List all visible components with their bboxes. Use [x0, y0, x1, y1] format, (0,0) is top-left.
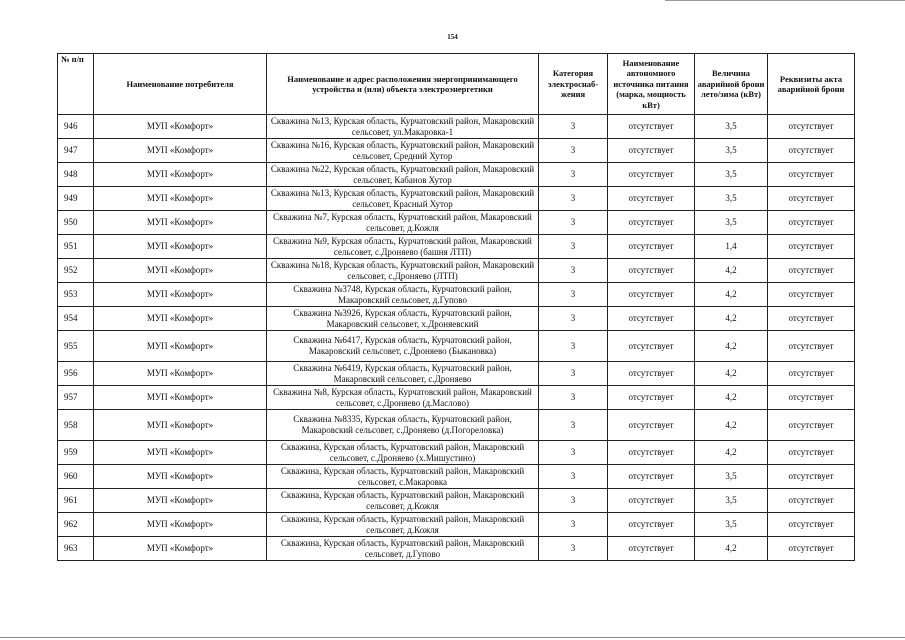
cell-number: 946: [58, 115, 94, 139]
cell-consumer: МУП «Комфорт»: [94, 441, 267, 465]
cell-category: 3: [539, 537, 608, 561]
cell-category: 3: [539, 489, 608, 513]
cell-act: отсутствует: [768, 307, 855, 331]
cell-consumer: МУП «Комфорт»: [94, 259, 267, 283]
cell-address: Скважина №3926, Курская область, Курчатовский район, Макаровский сельсовет, х.Дроняевский: [267, 307, 539, 331]
table-row: [58, 115, 855, 139]
cell-consumer: МУП «Комфорт»: [94, 283, 267, 307]
cell-consumer: МУП «Комфорт»: [94, 187, 267, 211]
page-number: 154: [447, 33, 458, 41]
table-row: [58, 211, 855, 235]
cell-number: 960: [58, 465, 94, 489]
top-edge-rule: [665, 0, 905, 1]
cell-number: 961: [58, 489, 94, 513]
cell-power-source: отсутствует: [608, 362, 695, 386]
cell-reserve: 3,5: [695, 513, 768, 537]
cell-reserve: 4,2: [695, 307, 768, 331]
cell-act: отсутствует: [768, 362, 855, 386]
cell-number: 955: [58, 331, 94, 362]
cell-power-source: отсутствует: [608, 465, 695, 489]
cell-category: 3: [539, 307, 608, 331]
cell-address: Скважина №9, Курская область, Курчатовский район, Макаровский сельсовет, с.Дроняево (башня ЛТП): [267, 235, 539, 259]
cell-address: Скважина №7, Курская область, Курчатовский район, Макаровский сельсовет, д.Кожля: [267, 211, 539, 235]
cell-reserve: 3,5: [695, 139, 768, 163]
cell-act: отсутствует: [768, 465, 855, 489]
cell-act: отсутствует: [768, 441, 855, 465]
cell-address: Скважина №18, Курская область, Курчатовский район, Макаровский сельсовет, с.Дроняево (ЛТП): [267, 259, 539, 283]
cell-act: отсутствует: [768, 513, 855, 537]
cell-consumer: МУП «Комфорт»: [94, 362, 267, 386]
table-header-row: [58, 54, 855, 115]
table-row: [58, 187, 855, 211]
cell-category: 3: [539, 283, 608, 307]
cell-address: Скважина, Курская область, Курчатовский район, Макаровский сельсовет, д.Гупово: [267, 537, 539, 561]
cell-act: отсутствует: [768, 187, 855, 211]
cell-reserve: 4,2: [695, 410, 768, 441]
cell-consumer: МУП «Комфорт»: [94, 331, 267, 362]
cell-address: Скважина, Курская область, Курчатовский район, Макаровский сельсовет, с.Дроняево (х.Мишустино): [267, 441, 539, 465]
cell-number: 948: [58, 163, 94, 187]
cell-number: 956: [58, 362, 94, 386]
cell-category: 3: [539, 115, 608, 139]
cell-number: 958: [58, 410, 94, 441]
cell-category: 3: [539, 187, 608, 211]
cell-act: отсутствует: [768, 163, 855, 187]
table-row: [58, 283, 855, 307]
cell-address: Скважина №3748, Курская область, Курчатовский район, Макаровский сельсовет, д.Гупово: [267, 283, 539, 307]
cell-power-source: отсутствует: [608, 211, 695, 235]
cell-power-source: отсутствует: [608, 307, 695, 331]
cell-power-source: отсутствует: [608, 139, 695, 163]
table-row: [58, 386, 855, 410]
cell-power-source: отсутствует: [608, 513, 695, 537]
cell-power-source: отсутствует: [608, 187, 695, 211]
cell-act: отсутствует: [768, 139, 855, 163]
cell-act: отсутствует: [768, 283, 855, 307]
cell-act: отсутствует: [768, 259, 855, 283]
table-row: [58, 259, 855, 283]
cell-category: 3: [539, 163, 608, 187]
cell-category: 3: [539, 211, 608, 235]
header-act: Реквизиты акта аварийной брони: [768, 54, 855, 115]
cell-reserve: 3,5: [695, 163, 768, 187]
cell-category: 3: [539, 331, 608, 362]
cell-number: 953: [58, 283, 94, 307]
cell-address: Скважина, Курская область, Курчатовский район, Макаровский сельсовет, д.Кожля: [267, 513, 539, 537]
header-power-source: Наименование автономного источника питания (марка, мощность кВт): [608, 54, 695, 115]
cell-power-source: отсутствует: [608, 489, 695, 513]
bottom-edge-rule: [0, 637, 905, 638]
table-row: [58, 362, 855, 386]
cell-number: 959: [58, 441, 94, 465]
table-row: [58, 537, 855, 561]
cell-power-source: отсутствует: [608, 259, 695, 283]
table-row: [58, 139, 855, 163]
reserve-table: [57, 53, 855, 561]
cell-reserve: 3,5: [695, 115, 768, 139]
cell-category: 3: [539, 513, 608, 537]
cell-address: Скважина №6417, Курская область, Курчатовский район, Макаровский сельсовет, с.Дроняево (Быкановка): [267, 331, 539, 362]
cell-address: Скважина №13, Курская область, Курчатовский район, Макаровский сельсовет, ул.Макаровка-1: [267, 115, 539, 139]
cell-act: отсутствует: [768, 331, 855, 362]
cell-reserve: 3,5: [695, 211, 768, 235]
cell-address: Скважина №13, Курская область, Курчатовский район, Макаровский сельсовет, Красный Хутор: [267, 187, 539, 211]
table-row: [58, 307, 855, 331]
cell-reserve: 4,2: [695, 259, 768, 283]
cell-reserve: 1,4: [695, 235, 768, 259]
table-row: [58, 235, 855, 259]
cell-consumer: МУП «Комфорт»: [94, 211, 267, 235]
cell-category: 3: [539, 139, 608, 163]
cell-reserve: 4,2: [695, 441, 768, 465]
cell-power-source: отсутствует: [608, 331, 695, 362]
cell-number: 963: [58, 537, 94, 561]
header-address: Наименование и адрес расположения энергопринимающего устройства и (или) объекта электроэнергетики: [267, 54, 539, 115]
table-row: [58, 465, 855, 489]
cell-act: отсутствует: [768, 489, 855, 513]
cell-power-source: отсутствует: [608, 115, 695, 139]
cell-power-source: отсутствует: [608, 386, 695, 410]
table-row: [58, 441, 855, 465]
cell-power-source: отсутствует: [608, 537, 695, 561]
cell-consumer: МУП «Комфорт»: [94, 307, 267, 331]
table-row: [58, 331, 855, 362]
cell-address: Скважина №16, Курская область, Курчатовский район, Макаровский сельсовет, Средний Хутор: [267, 139, 539, 163]
cell-act: отсутствует: [768, 537, 855, 561]
cell-category: 3: [539, 362, 608, 386]
cell-number: 952: [58, 259, 94, 283]
cell-reserve: 3,5: [695, 187, 768, 211]
cell-address: Скважина, Курская область, Курчатовский район, Макаровский сельсовет, с.Макаровка: [267, 465, 539, 489]
cell-consumer: МУП «Комфорт»: [94, 235, 267, 259]
table-row: [58, 513, 855, 537]
cell-address: Скважина №8335, Курская область, Курчатовский район, Макаровский сельсовет, с.Дроняево (д.Погореловка): [267, 410, 539, 441]
cell-address: Скважина №22, Курская область, Курчатовский район, Макаровский сельсовет, Кабанов Хутор: [267, 163, 539, 187]
cell-number: 951: [58, 235, 94, 259]
cell-consumer: МУП «Комфорт»: [94, 163, 267, 187]
cell-reserve: 3,5: [695, 465, 768, 489]
cell-number: 949: [58, 187, 94, 211]
cell-consumer: МУП «Комфорт»: [94, 465, 267, 489]
cell-power-source: отсутствует: [608, 235, 695, 259]
cell-number: 962: [58, 513, 94, 537]
cell-category: 3: [539, 465, 608, 489]
cell-power-source: отсутствует: [608, 441, 695, 465]
table-row: [58, 410, 855, 441]
cell-power-source: отсутствует: [608, 283, 695, 307]
cell-category: 3: [539, 386, 608, 410]
cell-consumer: МУП «Комфорт»: [94, 410, 267, 441]
cell-category: 3: [539, 410, 608, 441]
cell-act: отсутствует: [768, 235, 855, 259]
cell-consumer: МУП «Комфорт»: [94, 115, 267, 139]
header-category: Категория электроснаб-жения: [539, 54, 608, 115]
cell-address: Скважина №8, Курская область, Курчатовский район, Макаровский сельсовет, с.Дроняево (д.Маслово): [267, 386, 539, 410]
cell-power-source: отсутствует: [608, 410, 695, 441]
cell-reserve: 4,2: [695, 537, 768, 561]
cell-address: Скважина, Курская область, Курчатовский район, Макаровский сельсовет, д.Кожля: [267, 489, 539, 513]
cell-power-source: отсутствует: [608, 163, 695, 187]
cell-act: отсутствует: [768, 115, 855, 139]
cell-category: 3: [539, 235, 608, 259]
cell-reserve: 4,2: [695, 386, 768, 410]
cell-consumer: МУП «Комфорт»: [94, 386, 267, 410]
cell-reserve: 4,2: [695, 331, 768, 362]
table-row: [58, 163, 855, 187]
cell-consumer: МУП «Комфорт»: [94, 489, 267, 513]
cell-act: отсутствует: [768, 386, 855, 410]
header-number: № п/п: [58, 54, 94, 115]
cell-number: 947: [58, 139, 94, 163]
cell-number: 957: [58, 386, 94, 410]
cell-act: отсутствует: [768, 211, 855, 235]
header-reserve: Величина аварийной брони лето/зима (кВт): [695, 54, 768, 115]
cell-address: Скважина №6419, Курская область, Курчатовский район, Макаровский сельсовет, с.Дроняево: [267, 362, 539, 386]
cell-number: 950: [58, 211, 94, 235]
cell-consumer: МУП «Комфорт»: [94, 139, 267, 163]
cell-number: 954: [58, 307, 94, 331]
cell-reserve: 4,2: [695, 362, 768, 386]
table-row: [58, 489, 855, 513]
cell-consumer: МУП «Комфорт»: [94, 537, 267, 561]
cell-act: отсутствует: [768, 410, 855, 441]
cell-reserve: 3,5: [695, 489, 768, 513]
cell-category: 3: [539, 441, 608, 465]
cell-category: 3: [539, 259, 608, 283]
header-consumer: Наименование потребителя: [94, 54, 267, 115]
cell-reserve: 4,2: [695, 283, 768, 307]
cell-consumer: МУП «Комфорт»: [94, 513, 267, 537]
